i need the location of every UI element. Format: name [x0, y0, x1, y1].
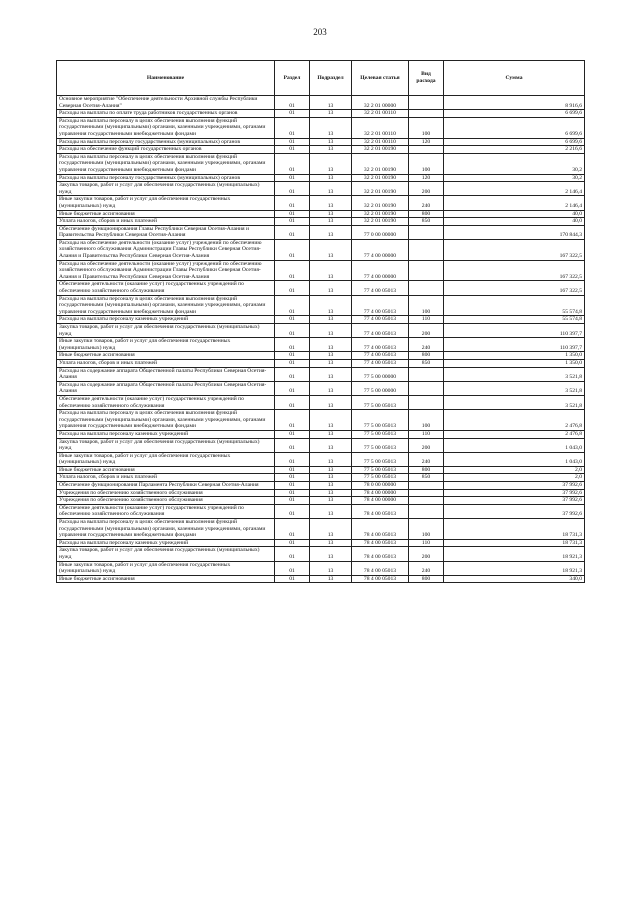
row-article: 77 4 00 05013	[352, 324, 409, 338]
row-subsection: 13	[310, 182, 352, 196]
row-name: Расходы на выплаты персоналу казенных учреждений	[57, 539, 275, 547]
row-article: 32 2 01 00110	[352, 138, 409, 146]
row-article: 78 0 00 00000	[352, 482, 409, 490]
row-section: 01	[275, 466, 310, 474]
row-section: 01	[275, 210, 310, 218]
row-article: 32 2 01 00190	[352, 174, 409, 182]
row-name: Уплата налогов, сборов и иных платежей	[57, 359, 275, 367]
row-section: 01	[275, 352, 310, 360]
row-name: Расходы на выплаты по оплате труда работников государственных органов	[57, 110, 275, 118]
row-expense-type: 850	[409, 218, 444, 226]
row-expense-type: 800	[409, 575, 444, 583]
row-expense-type: 110	[409, 316, 444, 324]
row-subsection: 13	[310, 110, 352, 118]
row-name: Закупка товаров, работ и услуг для обеспечения государственных (муниципальных) нужд	[57, 324, 275, 338]
row-section: 01	[275, 281, 310, 295]
row-name: Расходы на выплаты персоналу казенных учреждений	[57, 316, 275, 324]
row-expense-type: 200	[409, 324, 444, 338]
row-subsection: 13	[310, 410, 352, 431]
row-expense-type: 240	[409, 561, 444, 575]
row-name: Расходы на содержание аппарата Общественной палаты Республики Северная Осетия-Алания	[57, 367, 275, 381]
row-subsection: 13	[310, 146, 352, 154]
table-row	[57, 196, 585, 210]
row-sum: 18 921,3	[444, 547, 585, 561]
row-expense-type	[409, 497, 444, 505]
row-subsection: 13	[310, 474, 352, 482]
row-subsection: 13	[310, 338, 352, 352]
table-row	[57, 117, 585, 138]
row-section: 01	[275, 367, 310, 381]
row-expense-type: 850	[409, 474, 444, 482]
row-subsection: 13	[310, 438, 352, 452]
row-sum: 6 699,6	[444, 138, 585, 146]
row-article: 77 5 00 05013	[352, 466, 409, 474]
row-expense-type: 110	[409, 430, 444, 438]
row-section: 01	[275, 324, 310, 338]
row-expense-type: 100	[409, 153, 444, 174]
row-article: 77 5 00 05013	[352, 430, 409, 438]
row-name: Обеспечение деятельности (оказание услуг) государственных учреждений по обеспечению хозяйственного обслуживания	[57, 395, 275, 409]
row-expense-type: 850	[409, 359, 444, 367]
row-section: 01	[275, 381, 310, 395]
row-expense-type: 800	[409, 352, 444, 360]
row-sum: 340,0	[444, 575, 585, 583]
row-article: 77 4 00 05013	[352, 352, 409, 360]
row-article: 32 2 01 00000	[352, 96, 409, 110]
row-section: 01	[275, 146, 310, 154]
row-sum: 55 574,8	[444, 316, 585, 324]
table-row	[57, 474, 585, 482]
row-expense-type: 100	[409, 519, 444, 540]
row-name: Учреждения по обеспечению хозяйственного обслуживания	[57, 489, 275, 497]
table-row	[57, 381, 585, 395]
row-name: Иные бюджетные ассигнования	[57, 210, 275, 218]
header-sum: Сумма	[444, 61, 585, 96]
row-section: 01	[275, 218, 310, 226]
row-section: 01	[275, 138, 310, 146]
row-section: 01	[275, 410, 310, 431]
row-subsection: 13	[310, 295, 352, 316]
row-sum: 30,2	[444, 174, 585, 182]
header-expense-type: Вид расхода	[409, 61, 444, 96]
row-subsection: 13	[310, 430, 352, 438]
row-section: 01	[275, 430, 310, 438]
row-article: 77 4 00 00000	[352, 260, 409, 281]
table-row	[57, 96, 585, 110]
row-subsection: 13	[310, 324, 352, 338]
row-section: 01	[275, 153, 310, 174]
row-section: 01	[275, 395, 310, 409]
table-row	[57, 281, 585, 295]
row-subsection: 13	[310, 504, 352, 518]
row-name: Закупка товаров, работ и услуг для обеспечения государственных (муниципальных) нужд	[57, 438, 275, 452]
row-section: 01	[275, 519, 310, 540]
table-row	[57, 367, 585, 381]
row-subsection: 13	[310, 539, 352, 547]
row-subsection: 13	[310, 96, 352, 110]
row-name: Уплата налогов, сборов и иных платежей	[57, 474, 275, 482]
row-article: 78 4 00 05013	[352, 519, 409, 540]
row-expense-type	[409, 489, 444, 497]
row-sum: 3 521,8	[444, 367, 585, 381]
row-sum: 18 921,3	[444, 561, 585, 575]
row-name: Иные закупки товаров, работ и услуг для обеспечения государственных (муниципальных) нужд	[57, 338, 275, 352]
row-section: 01	[275, 196, 310, 210]
row-sum: 1 043,0	[444, 452, 585, 466]
row-subsection: 13	[310, 260, 352, 281]
header-name: Наименование	[57, 61, 275, 96]
row-article: 32 2 01 00190	[352, 182, 409, 196]
row-subsection: 13	[310, 561, 352, 575]
row-name: Уплата налогов, сборов и иных платежей	[57, 218, 275, 226]
table-row	[57, 352, 585, 360]
row-sum: 37 992,6	[444, 482, 585, 490]
row-article: 77 4 00 05013	[352, 281, 409, 295]
table-row	[57, 260, 585, 281]
row-section: 01	[275, 482, 310, 490]
row-expense-type	[409, 225, 444, 239]
row-sum: 40,0	[444, 218, 585, 226]
row-name: Иные закупки товаров, работ и услуг для обеспечения государственных (муниципальных) нужд	[57, 561, 275, 575]
row-article: 32 2 01 00190	[352, 218, 409, 226]
table-row	[57, 430, 585, 438]
row-subsection: 13	[310, 138, 352, 146]
row-section: 01	[275, 561, 310, 575]
row-section: 01	[275, 575, 310, 583]
row-subsection: 13	[310, 381, 352, 395]
table-row	[57, 316, 585, 324]
row-sum: 2 476,8	[444, 430, 585, 438]
table-row	[57, 295, 585, 316]
row-name: Расходы на обеспечение функций государственных органов	[57, 146, 275, 154]
row-section: 01	[275, 96, 310, 110]
row-sum: 110 397,7	[444, 324, 585, 338]
row-section: 01	[275, 489, 310, 497]
row-subsection: 13	[310, 174, 352, 182]
row-name: Иные бюджетные ассигнования	[57, 466, 275, 474]
row-sum: 2,0	[444, 474, 585, 482]
row-name: Расходы на выплаты персоналу в целях обеспечения выполнения функций государственными (муниципальными) органами, казенными учреждениями, органами управления государственными внебюджетными фондами	[57, 295, 275, 316]
row-sum: 6 699,6	[444, 117, 585, 138]
row-name: Расходы на выплаты персоналу казенных учреждений	[57, 430, 275, 438]
row-article: 32 2 01 00190	[352, 210, 409, 218]
row-expense-type: 100	[409, 410, 444, 431]
row-name: Иные бюджетные ассигнования	[57, 352, 275, 360]
row-article: 78 4 00 05013	[352, 561, 409, 575]
row-article: 32 2 01 00110	[352, 110, 409, 118]
table-row	[57, 338, 585, 352]
table-row	[57, 110, 585, 118]
table-body	[57, 96, 585, 583]
table-row	[57, 539, 585, 547]
header-section: Раздел	[275, 61, 310, 96]
row-expense-type: 120	[409, 138, 444, 146]
row-subsection: 13	[310, 239, 352, 260]
row-sum: 18 731,3	[444, 539, 585, 547]
row-section: 01	[275, 438, 310, 452]
row-sum: 2 146,4	[444, 182, 585, 196]
table-row	[57, 395, 585, 409]
row-subsection: 13	[310, 489, 352, 497]
row-sum: 170 844,3	[444, 225, 585, 239]
row-article: 78 4 00 05013	[352, 504, 409, 518]
row-expense-type: 240	[409, 196, 444, 210]
row-name: Основное мероприятие "Обеспечение деятельности Архивной службы Республики Северная Осетия-Алания"	[57, 96, 275, 110]
row-sum: 167 322,5	[444, 239, 585, 260]
row-sum: 8 916,6	[444, 96, 585, 110]
table-row	[57, 547, 585, 561]
row-subsection: 13	[310, 225, 352, 239]
row-expense-type	[409, 381, 444, 395]
row-section: 01	[275, 452, 310, 466]
row-name: Учреждения по обеспечению хозяйственного обслуживания	[57, 497, 275, 505]
row-sum: 37 992,6	[444, 504, 585, 518]
table-row	[57, 504, 585, 518]
row-expense-type	[409, 260, 444, 281]
table-row	[57, 182, 585, 196]
row-section: 01	[275, 338, 310, 352]
row-sum: 2 476,8	[444, 410, 585, 431]
row-expense-type: 200	[409, 182, 444, 196]
row-subsection: 13	[310, 547, 352, 561]
row-subsection: 13	[310, 367, 352, 381]
row-section: 01	[275, 359, 310, 367]
row-expense-type	[409, 482, 444, 490]
table-row	[57, 174, 585, 182]
row-expense-type: 100	[409, 295, 444, 316]
row-article: 77 0 00 00000	[352, 225, 409, 239]
row-section: 01	[275, 295, 310, 316]
row-article: 77 4 00 05013	[352, 338, 409, 352]
row-expense-type: 240	[409, 452, 444, 466]
table-row	[57, 452, 585, 466]
table-row	[57, 138, 585, 146]
table-row	[57, 410, 585, 431]
row-name: Расходы на выплаты персоналу в целях обеспечения выполнения функций государственными (муниципальными) органами, казенными учреждениями, органами управления государственными внебюджетными фондами	[57, 117, 275, 138]
table-row	[57, 497, 585, 505]
row-section: 01	[275, 316, 310, 324]
row-subsection: 13	[310, 316, 352, 324]
row-sum: 2 146,4	[444, 196, 585, 210]
row-expense-type: 200	[409, 547, 444, 561]
table-row	[57, 225, 585, 239]
row-expense-type	[409, 110, 444, 118]
row-sum: 1 043,0	[444, 438, 585, 452]
row-article: 78 4 00 05013	[352, 547, 409, 561]
row-sum: 37 992,6	[444, 489, 585, 497]
table-row	[57, 489, 585, 497]
row-expense-type: 200	[409, 438, 444, 452]
row-sum: 3 521,8	[444, 395, 585, 409]
row-name: Расходы на выплаты персоналу государственных (муниципальных) органов	[57, 138, 275, 146]
row-sum: 110 397,7	[444, 338, 585, 352]
table-row	[57, 561, 585, 575]
row-expense-type	[409, 395, 444, 409]
row-article: 77 4 00 05013	[352, 359, 409, 367]
row-expense-type	[409, 504, 444, 518]
row-subsection: 13	[310, 281, 352, 295]
row-section: 01	[275, 117, 310, 138]
row-section: 01	[275, 239, 310, 260]
row-subsection: 13	[310, 482, 352, 490]
row-name: Обеспечение деятельности (оказание услуг) государственных учреждений по обеспечению хозяйственного обслуживания	[57, 504, 275, 518]
table-row	[57, 438, 585, 452]
row-name: Обеспечение деятельности (оказание услуг) государственных учреждений по обеспечению хозяйственного обслуживания	[57, 281, 275, 295]
row-article: 78 4 00 05013	[352, 539, 409, 547]
table-row	[57, 466, 585, 474]
table-row	[57, 482, 585, 490]
row-article: 77 4 00 05013	[352, 295, 409, 316]
row-expense-type: 800	[409, 466, 444, 474]
table-row	[57, 575, 585, 583]
table-row	[57, 218, 585, 226]
row-name: Расходы на обеспечение деятельности (оказание услуг) учреждений по обеспечению хозяйственного обслуживания Администрации Главы Республики Северная Осетия-Алания и Правительства Республики Северная Осетия-Алания	[57, 239, 275, 260]
row-expense-type	[409, 239, 444, 260]
table-row	[57, 324, 585, 338]
row-article: 78 4 00 00000	[352, 497, 409, 505]
table-row	[57, 359, 585, 367]
row-name: Расходы на содержание аппарата Общественной палаты Республики Северная Осетия-Алания	[57, 381, 275, 395]
row-article: 77 5 00 00000	[352, 367, 409, 381]
row-subsection: 13	[310, 519, 352, 540]
row-article: 77 5 00 00000	[352, 381, 409, 395]
row-expense-type: 800	[409, 210, 444, 218]
row-sum: 2,0	[444, 466, 585, 474]
row-subsection: 13	[310, 575, 352, 583]
row-subsection: 13	[310, 210, 352, 218]
row-article: 32 2 01 00110	[352, 117, 409, 138]
page-number: 203	[313, 27, 327, 37]
table-row	[57, 210, 585, 218]
row-sum: 18 731,3	[444, 519, 585, 540]
table-row	[57, 153, 585, 174]
row-sum: 40,0	[444, 210, 585, 218]
header-article: Целевая статья	[352, 61, 409, 96]
row-article: 77 5 00 05013	[352, 410, 409, 431]
row-subsection: 13	[310, 153, 352, 174]
row-subsection: 13	[310, 497, 352, 505]
row-expense-type: 120	[409, 174, 444, 182]
row-name: Расходы на выплаты персоналу в целях обеспечения выполнения функций государственными (муниципальными) органами, казенными учреждениями, органами управления государственными внебюджетными фондами	[57, 519, 275, 540]
row-name: Закупка товаров, работ и услуг для обеспечения государственных (муниципальных) нужд	[57, 547, 275, 561]
row-subsection: 13	[310, 352, 352, 360]
row-section: 01	[275, 225, 310, 239]
row-article: 77 5 00 05013	[352, 395, 409, 409]
row-section: 01	[275, 547, 310, 561]
row-subsection: 13	[310, 395, 352, 409]
row-subsection: 13	[310, 359, 352, 367]
row-section: 01	[275, 474, 310, 482]
row-section: 01	[275, 539, 310, 547]
row-section: 01	[275, 260, 310, 281]
row-name: Закупка товаров, работ и услуг для обеспечения государственных (муниципальных) нужд	[57, 182, 275, 196]
row-article: 32 2 01 00190	[352, 153, 409, 174]
row-section: 01	[275, 174, 310, 182]
row-name: Расходы на выплаты персоналу в целях обеспечения выполнения функций государственными (муниципальными) органами, казенными учреждениями, органами управления государственными внебюджетными фондами	[57, 153, 275, 174]
row-subsection: 13	[310, 452, 352, 466]
row-article: 77 5 00 05013	[352, 452, 409, 466]
row-sum: 1 350,0	[444, 359, 585, 367]
row-sum: 55 574,8	[444, 295, 585, 316]
row-article: 78 4 00 05013	[352, 575, 409, 583]
row-section: 01	[275, 504, 310, 518]
row-article: 32 2 01 00190	[352, 146, 409, 154]
row-sum: 6 699,6	[444, 110, 585, 118]
row-section: 01	[275, 182, 310, 196]
row-name: Расходы на выплаты персоналу в целях обеспечения выполнения функций государственными (муниципальными) органами, казенными учреждениями, органами управления государственными внебюджетными фондами	[57, 410, 275, 431]
row-expense-type: 100	[409, 117, 444, 138]
row-subsection: 13	[310, 466, 352, 474]
row-section: 01	[275, 110, 310, 118]
row-expense-type	[409, 281, 444, 295]
table-row	[57, 146, 585, 154]
table-row	[57, 519, 585, 540]
row-section: 01	[275, 497, 310, 505]
row-name: Расходы на выплаты персоналу государственных (муниципальных) органов	[57, 174, 275, 182]
row-sum: 3 521,8	[444, 381, 585, 395]
row-sum: 37 992,6	[444, 497, 585, 505]
row-name: Обеспечение функционирования Парламента Республики Северная Осетия-Алания	[57, 482, 275, 490]
row-name: Иные закупки товаров, работ и услуг для обеспечения государственных (муниципальных) нужд	[57, 452, 275, 466]
row-article: 78 4 00 00000	[352, 489, 409, 497]
row-sum: 30,2	[444, 153, 585, 174]
row-name: Обеспечение функционирования Главы Республики Северная Осетия-Алания и Правительства Республики Северная Осетия-Алания	[57, 225, 275, 239]
row-article: 77 5 00 05013	[352, 474, 409, 482]
row-article: 77 4 00 05013	[352, 316, 409, 324]
row-subsection: 13	[310, 117, 352, 138]
row-article: 32 2 01 00190	[352, 196, 409, 210]
row-expense-type	[409, 96, 444, 110]
row-article: 77 4 00 00000	[352, 239, 409, 260]
row-name: Расходы на обеспечение деятельности (оказание услуг) учреждений по обеспечению хозяйственного обслуживания Администрации Главы Республики Северная Осетия-Алания и Правительства Республики Северная Осетия-Алания	[57, 260, 275, 281]
row-expense-type	[409, 146, 444, 154]
row-name: Иные закупки товаров, работ и услуг для обеспечения государственных (муниципальных) нужд	[57, 196, 275, 210]
row-expense-type	[409, 367, 444, 381]
row-expense-type: 110	[409, 539, 444, 547]
row-expense-type: 240	[409, 338, 444, 352]
row-sum: 2 216,6	[444, 146, 585, 154]
row-sum: 167 322,5	[444, 260, 585, 281]
header-subsection: Подраздел	[310, 61, 352, 96]
table-row	[57, 239, 585, 260]
row-subsection: 13	[310, 196, 352, 210]
budget-table	[56, 60, 585, 583]
row-sum: 1 350,0	[444, 352, 585, 360]
row-name: Иные бюджетные ассигнования	[57, 575, 275, 583]
row-subsection: 13	[310, 218, 352, 226]
row-article: 77 5 00 05013	[352, 438, 409, 452]
table-header	[57, 61, 585, 96]
row-sum: 167 322,5	[444, 281, 585, 295]
